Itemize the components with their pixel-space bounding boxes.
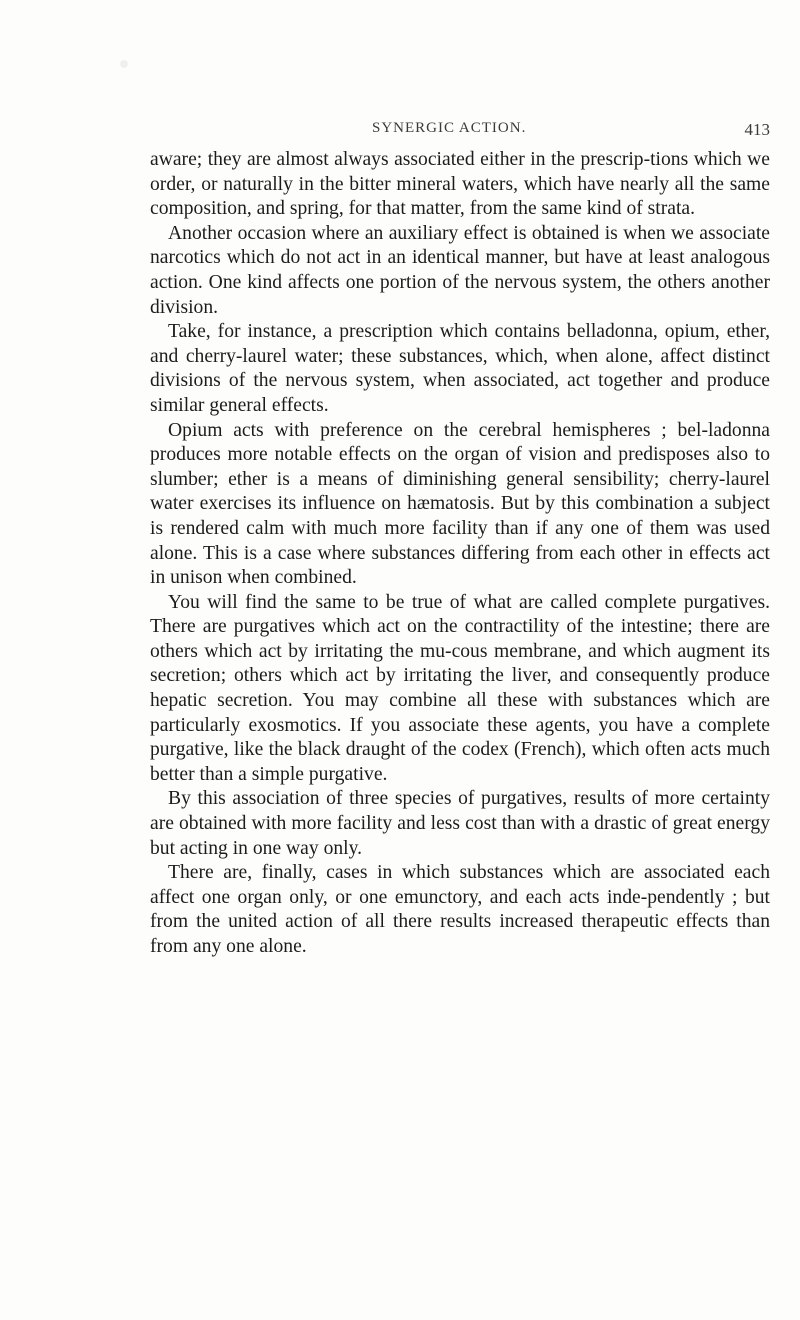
paragraph: Another occasion where an auxiliary effect is obtained is when we associate narcotics which do not act in an identical manner, but have at least analogous action. One kind affects one portion of the nervous system, the others another division. xyxy=(150,222,770,318)
running-head: SYNERGIC ACTION. xyxy=(372,120,527,136)
paragraph: By this association of three species of purgatives, results of more certainty are obtained with more facility and less cost than with a drastic of great energy but acting in one way only. xyxy=(150,788,770,859)
paragraph: aware; they are almost always associated either in the prescrip-tions which we order, or naturally in the bitter mineral waters, which have nearly all the same composition, and spring, for that matter, from the same kind of strata. xyxy=(150,149,770,220)
page-number: 413 xyxy=(744,120,770,139)
body-text xyxy=(150,148,770,960)
paragraph: You will find the same to be true of what are called complete purgatives. There are purgatives which act on the contractility of the intestine; there are others which act by irritating the mu-cous membrane, and which augment its secretion; others which act by irritating the liver, and consequently produce hepatic secretion. You may combine all these with substances which are particularly exosmotics. If you associate these agents, you have a complete purgative, like the black draught of the codex (French), which often acts much better than a simple purgative. xyxy=(150,591,770,785)
paragraph: Take, for instance, a prescription which contains belladonna, opium, ether, and cherry-laurel water; these substances, which, when alone, affect distinct divisions of the nervous system, when associated, act together and produce similar general effects. xyxy=(150,321,770,416)
paragraph: Opium acts with preference on the cerebral hemispheres ; bel-ladonna produces more notable effects on the organ of vision and predisposes also to slumber; ether is a means of diminishing general sensibility; cherry-laurel water exercises its influence on hæmatosis. But by this combination a subject is rendered calm with much more facility than if any one of them was used alone. This is a case where substances differing from each other in effects act in unison when combined. xyxy=(150,419,770,589)
page-header xyxy=(150,120,770,144)
paragraph: There are, finally, cases in which substances which are associated each affect one organ only, or one emunctory, and each acts inde-pendently ; but from the united action of all there results increased therapeutic effects than from any one alone. xyxy=(150,862,770,957)
paper-smudge xyxy=(120,60,128,68)
